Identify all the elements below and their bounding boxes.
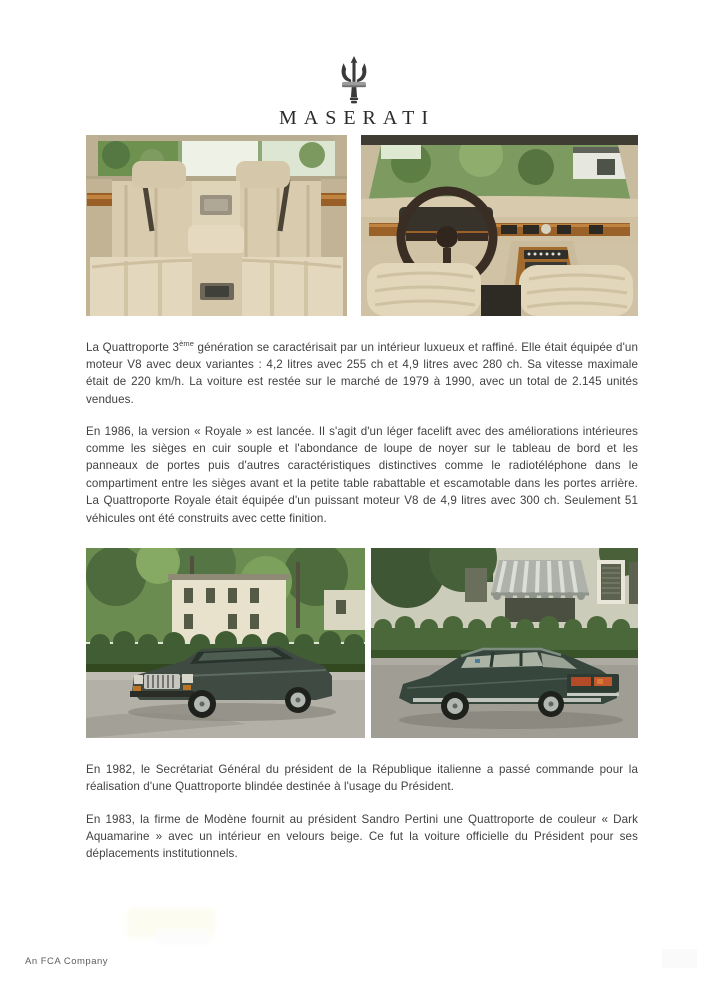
ordinal-superscript: ème [179,338,194,348]
maserati-trident-icon [335,56,373,104]
photo-grid-top [86,135,638,316]
faded-watermark-ghost-2 [155,930,210,944]
interior-rear-seats-photo [86,135,347,316]
photo-grid-bottom [86,548,638,738]
maserati-logo [0,56,707,130]
paragraph-generation-lead: La Quattroporte 3 [86,340,180,354]
footer-company-note: An FCA Company [25,956,109,967]
corner-scan-artifact [662,949,697,968]
paragraph-generation-rest: génération se caractérisait par un intérieur luxueux et raffiné. Elle était équipée d'un moteur V8 avec deux variantes : 4,2 litres avec 255 ch et 4,9 litres avec 280 ch. Sa vitesse maximale était de 220 km/h. La voiture est restée sur le marché de 1979 à 1990, avec un total de 2.145 unités vendues. [86,340,638,406]
paragraph-president-1983: En 1983, la firme de Modène fournit au président Sandro Pertini une Quattroporte de couleur « Dark Aquamarine » avec un intérieur en velours beige. Ce fut la voiture officielle du Président pour ses déplacements institutionnels. [86,812,638,861]
paragraph-generation [86,339,638,409]
interior-dashboard-photo [361,135,638,316]
exterior-front-three-quarter-photo [86,548,365,738]
paragraph-royale: En 1986, la version « Royale » est lancée. Il s'agit d'un léger facelift avec des améliorations intérieures comme les sièges en cuir souple et l'abondance de loupe de noyer sur le tableau de bord et les panneaux de portes puis d'autres caractéristiques distinctives comme le radiotéléphone dans le compartiment entre les sièges avant et la petite table rabattable et escamotable dans les portes arrière. La Quattroporte Royale était équipée d'un puissant moteur V8 de 4,9 litres avec 300 ch. Seulement 51 véhicules ont été construits avec cette finition. [86,424,638,525]
exterior-rear-three-quarter-photo [371,548,638,738]
paragraph-president-1982: En 1982, le Secrétariat Général du président de la République italienne a passé commande pour la réalisation d'une Quattroporte blindée destinée à l'usage du Président. [86,762,638,793]
brand-wordmark: MASERATI [278,107,435,129]
